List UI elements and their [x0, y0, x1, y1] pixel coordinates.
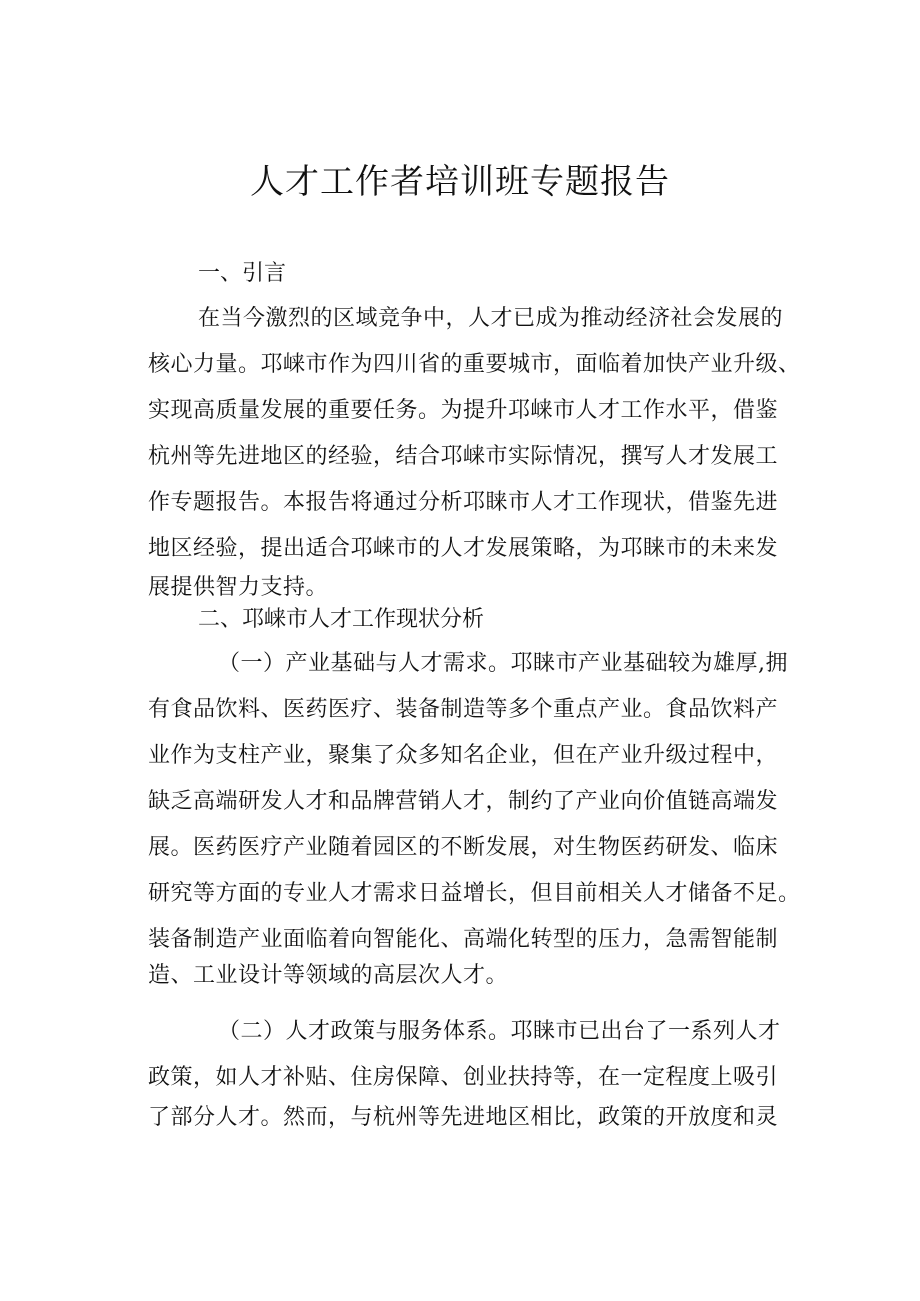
paragraph-line: 杭州等先进地区的经验，结合邛崃市实际情况，撰写人才发展工: [148, 444, 779, 469]
paragraph-line: 政策，如人才补贴、住房保障、创业扶持等，在一定程度上吸引: [148, 1065, 779, 1090]
paragraph-line: （二）人才政策与服务体系。邛睐市已出台了一系列人才: [218, 1019, 781, 1044]
paragraph-line: 装备制造产业面临着向智能化、高端化转型的压力，急需智能制: [148, 927, 779, 952]
paragraph-line: 业作为支柱产业，聚集了众多知名企业，但在产业升级过程中，: [148, 743, 779, 768]
paragraph-line: 研究等方面的专业人才需求日益增长，但目前相关人才储备不足。: [148, 881, 801, 906]
paragraph-line: 展提供智力支持。: [148, 575, 329, 600]
paragraph-line: 有食品饮料、医药医疗、装备制造等多个重点产业。食品饮料产: [148, 697, 779, 722]
section-heading-current-status: 二、邛崃市人才工作现状分析: [198, 607, 485, 632]
paragraph-line: （一）产业基础与人才需求。邛睐市产业基础较为雄厚,拥: [218, 651, 788, 676]
document-title: 人才工作者培训班专题报告: [250, 162, 670, 202]
paragraph-line: 造、工业设计等领域的高层次人才。: [148, 963, 509, 988]
section-heading-introduction: 一、引言: [198, 261, 287, 286]
paragraph-line: 展。医药医疗产业随着园区的不断发展，对生物医药研发、临床: [148, 835, 779, 860]
paragraph-line: 了部分人才。然而，与杭州等先进地区相比，政策的开放度和灵: [148, 1105, 779, 1130]
paragraph-line: 实现高质量发展的重要任务。为提升邛崃市人才工作水平，借鉴: [148, 398, 779, 423]
paragraph-line: 地区经验，提出适合邛崃市的人才发展策略，为邛睐市的未来发: [148, 536, 779, 561]
paragraph-line: 在当今激烈的区域竞争中，人才已成为推动经济社会发展的: [198, 306, 784, 331]
paragraph-line: 缺乏高端研发人才和品牌营销人才，制约了产业向价值链高端发: [148, 789, 779, 814]
paragraph-line: 核心力量。邛崃市作为四川省的重要城市，面临着加快产业升级、: [148, 352, 801, 377]
paragraph-line: 作专题报告。本报告将通过分析邛睐市人才工作现状，借鉴先进: [148, 490, 779, 515]
